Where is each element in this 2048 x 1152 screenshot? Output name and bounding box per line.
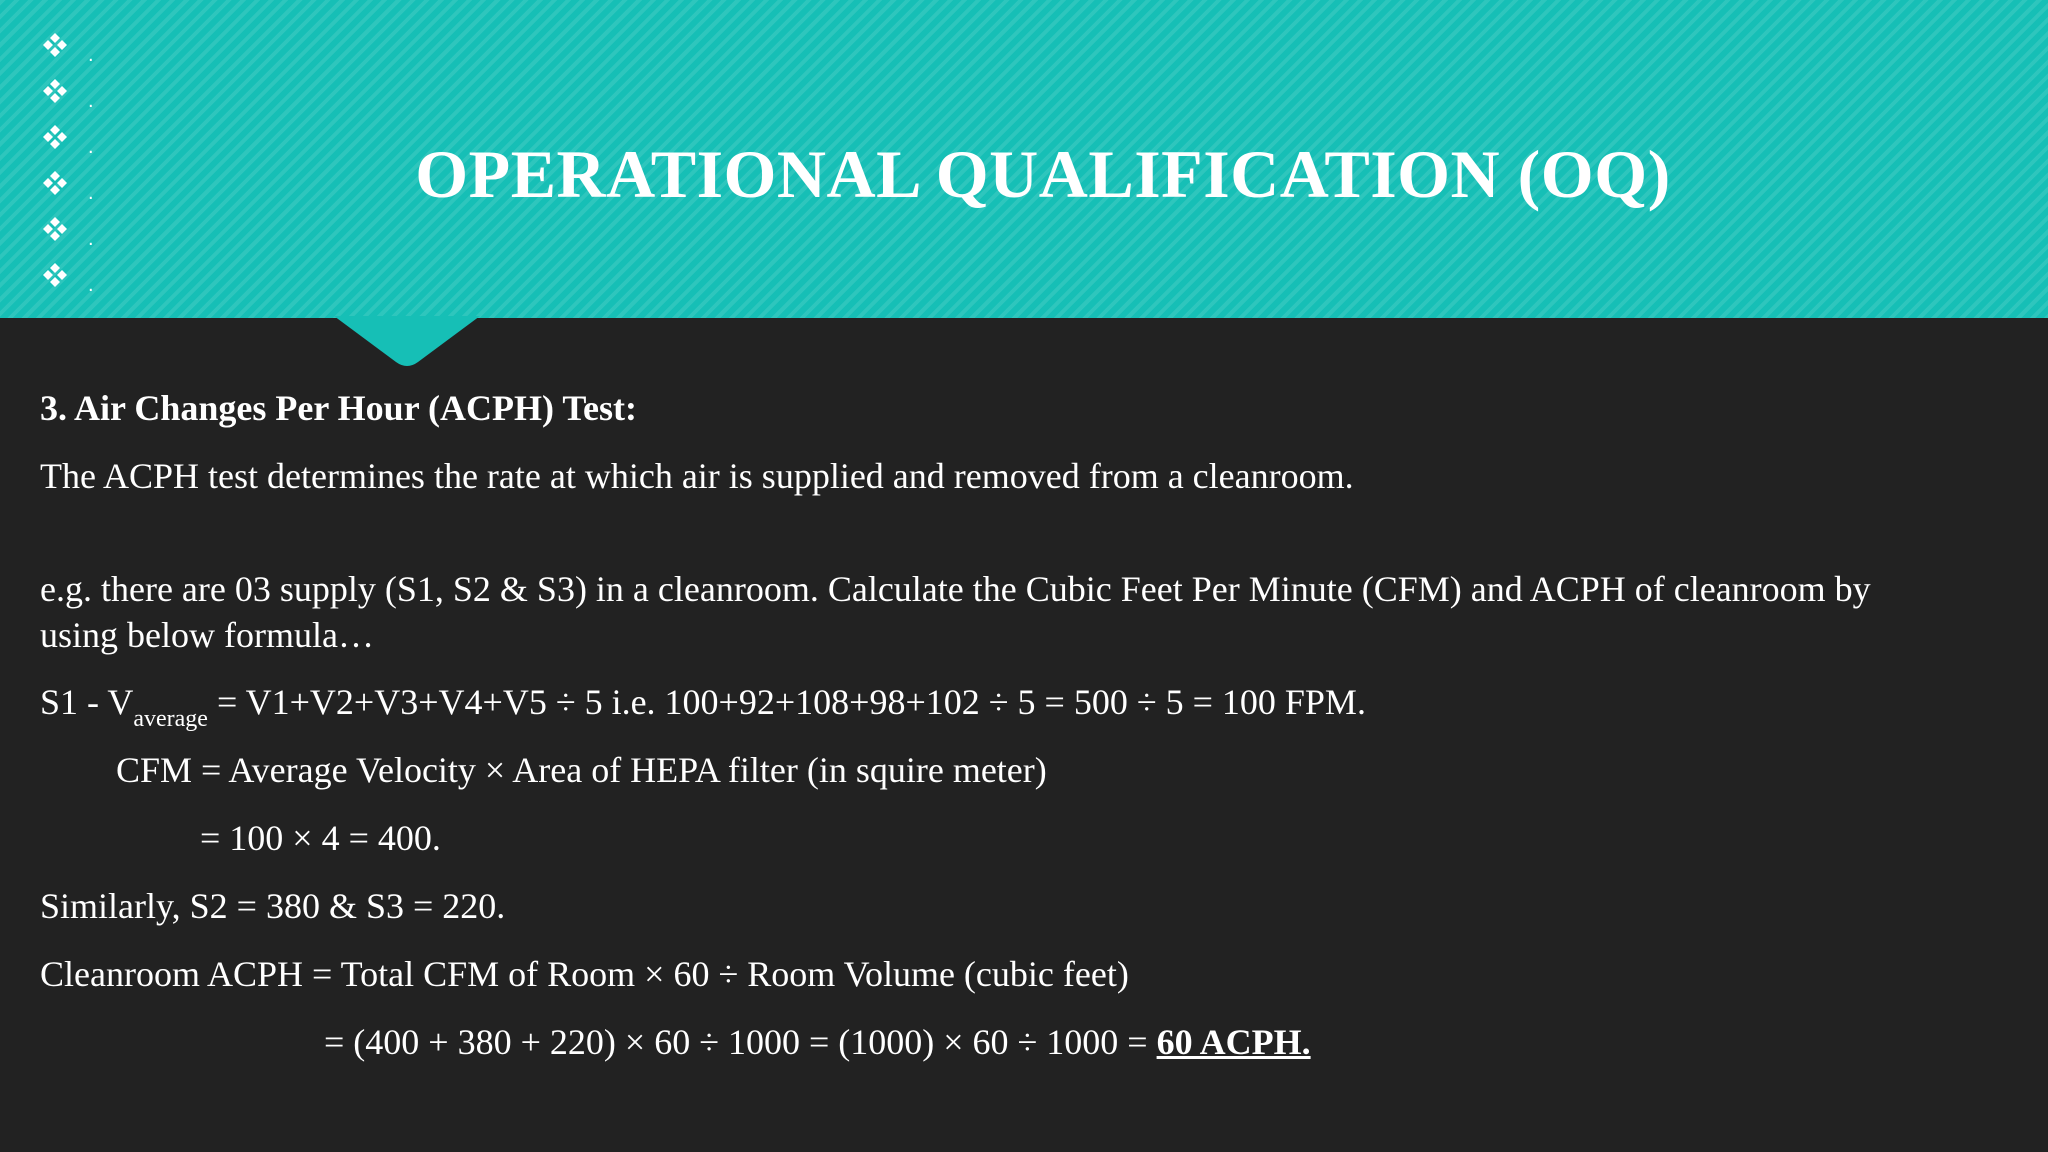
- cfm-result: = 100 × 4 = 400.: [200, 818, 441, 858]
- diamond-cluster-icon: [42, 216, 68, 242]
- s1-formula-subscript: average: [133, 706, 208, 732]
- bullet-row: [42, 78, 122, 124]
- banner-pointer: [334, 316, 480, 368]
- s1-formula: [40, 679, 1366, 730]
- acph-calculation: [324, 1019, 1311, 1065]
- example-text-line-1: e.g. there are 03 supply (S1, S2 & S3) in a cleanroom. Calculate the Cubic Feet Per Minute (CFM) and ACPH of cleanroom by: [40, 569, 1871, 609]
- example-text-line-2: using below formula…: [40, 615, 374, 655]
- section-heading: 3. Air Changes Per Hour (ACPH) Test:: [40, 388, 638, 428]
- diamond-cluster-icon: [42, 262, 68, 288]
- bullet-mark: .: [88, 274, 94, 296]
- cfm-formula: CFM = Average Velocity × Area of HEPA filter (in squire meter): [116, 750, 1047, 790]
- intro-text: The ACPH test determines the rate at which air is supplied and removed from a cleanroom.: [40, 456, 1354, 496]
- similarly-text: Similarly, S2 = 380 & S3 = 220.: [40, 886, 506, 926]
- bullet-row: [42, 216, 122, 262]
- title-banner: [0, 0, 2048, 318]
- acph-calculation-text: = (400 + 380 + 220) × 60 ÷ 1000 = (1000) × 60 ÷ 1000 =: [324, 1022, 1157, 1062]
- bullet-mark: .: [88, 136, 94, 158]
- acph-result: 60 ACPH.: [1156, 1022, 1311, 1062]
- bullet-row: [42, 262, 122, 308]
- diamond-cluster-icon: [42, 78, 68, 104]
- bullet-mark: .: [88, 90, 94, 112]
- s1-formula-prefix: S1 - V: [40, 682, 134, 722]
- bullet-mark: .: [88, 182, 94, 204]
- bullet-mark: .: [88, 228, 94, 250]
- diamond-cluster-icon: [42, 32, 68, 58]
- acph-formula: Cleanroom ACPH = Total CFM of Room × 60 ÷ Room Volume (cubic feet): [40, 954, 1129, 994]
- bullet-row: [42, 32, 122, 78]
- slide-title: OPERATIONAL QUALIFICATION (OQ): [415, 136, 1671, 212]
- bullet-mark: .: [88, 44, 94, 66]
- s1-formula-rest: = V1+V2+V3+V4+V5 ÷ 5 i.e. 100+92+108+98+102 ÷ 5 = 500 ÷ 5 = 100 FPM.: [207, 682, 1366, 722]
